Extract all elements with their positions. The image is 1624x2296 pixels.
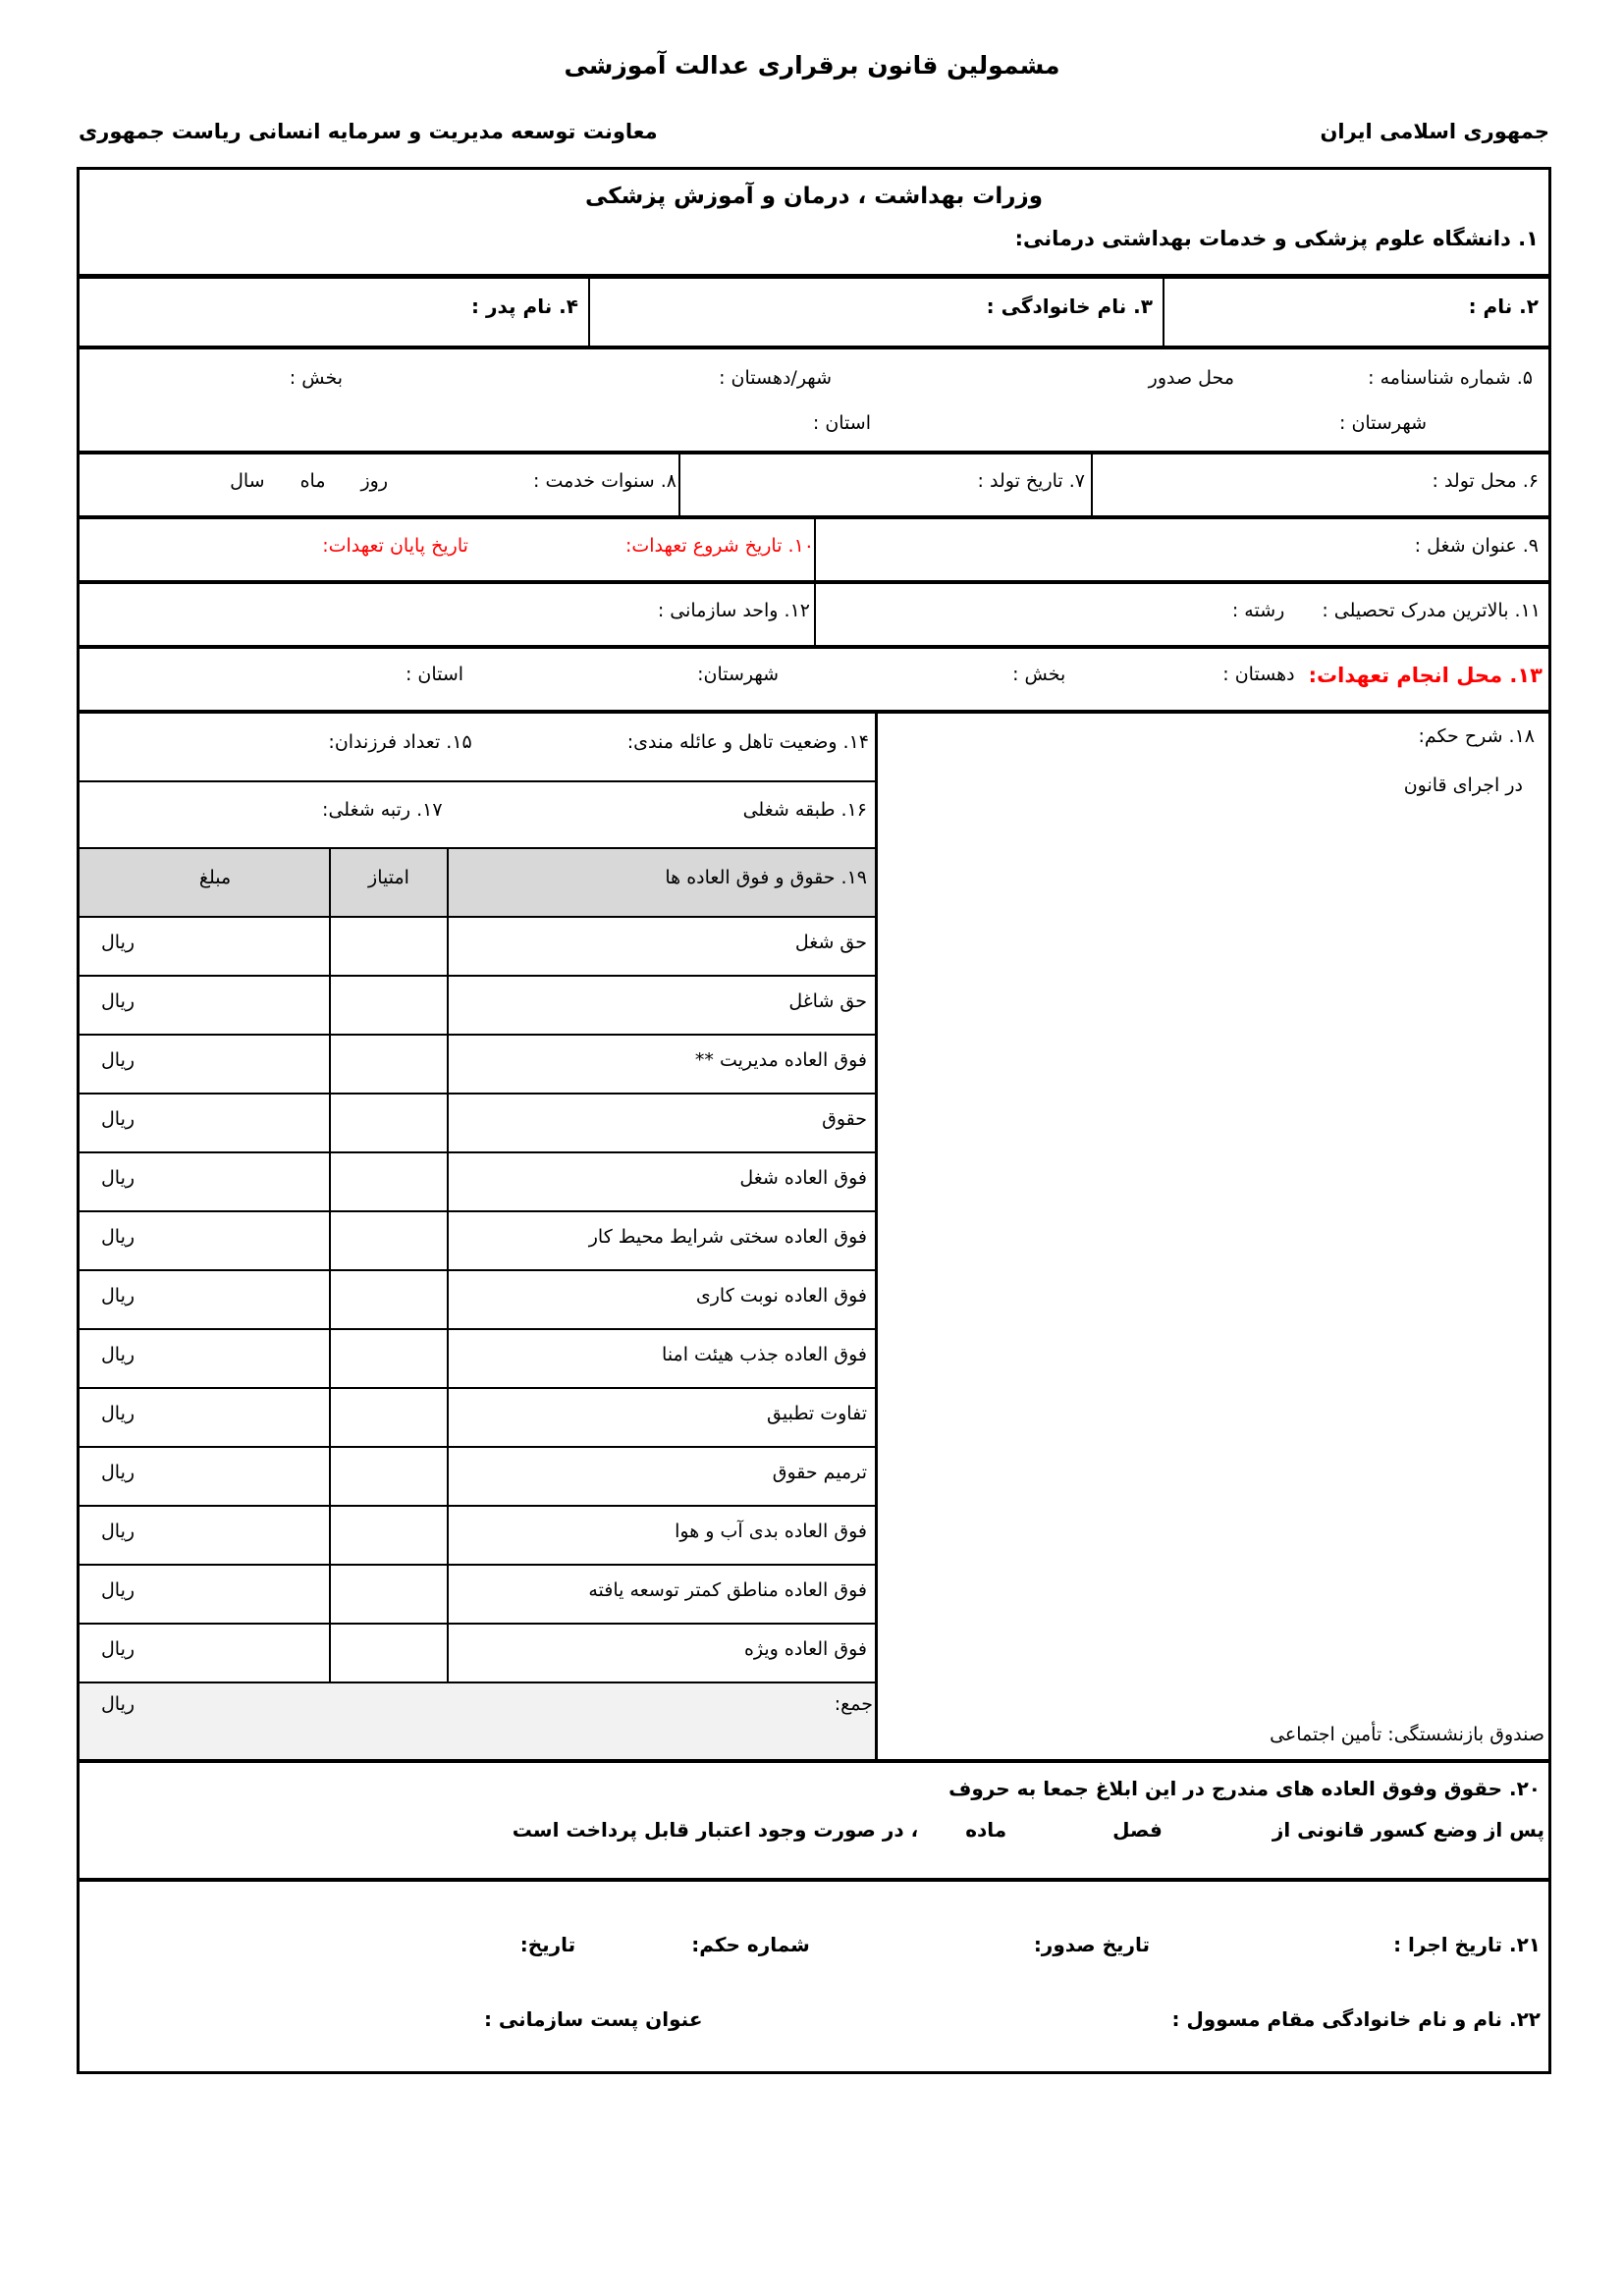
salary-title-header: ۱۹. حقوق و فوق العاده ها bbox=[447, 849, 875, 916]
commitment-place-label: ۱۳. محل انجام تعهدات: bbox=[1308, 664, 1543, 687]
decree-label: ۱۸. شرح حکم: bbox=[1418, 725, 1535, 747]
score-cell bbox=[329, 1095, 447, 1151]
sum-in-words-section bbox=[80, 1763, 1548, 1882]
score-cell bbox=[329, 1566, 447, 1623]
currency-label: ریال bbox=[101, 1344, 135, 1365]
middle-section bbox=[80, 714, 1548, 1763]
salary-row-label: حقوق bbox=[447, 1095, 875, 1151]
left-column bbox=[80, 714, 875, 1759]
currency-label: ریال bbox=[101, 1579, 135, 1601]
deduction-label: پس از وضع کسور قانونی از bbox=[1272, 1818, 1544, 1842]
issue-place-label: محل صدور bbox=[1148, 367, 1234, 389]
deduction-line bbox=[80, 1800, 1548, 1842]
currency-label: ریال bbox=[101, 1108, 135, 1130]
major-label: رشته : bbox=[1231, 600, 1285, 621]
currency-label: ریال bbox=[101, 932, 135, 953]
official-row bbox=[80, 1956, 1548, 2031]
currency-label: ریال bbox=[101, 1285, 135, 1307]
score-cell bbox=[329, 1330, 447, 1387]
county-label: شهرستان : bbox=[1339, 412, 1427, 434]
score-cell bbox=[329, 1389, 447, 1446]
name-row bbox=[80, 279, 1548, 349]
official-name-label: ۲۲. نام و نام خانوادگی مقام مسوول : bbox=[1171, 2007, 1541, 2031]
ministry-header bbox=[80, 170, 1548, 279]
exec-date-label: ۲۱. تاریخ اجرا : bbox=[1393, 1933, 1541, 1956]
currency-label: ریال bbox=[101, 1049, 135, 1071]
currency-label: ریال bbox=[101, 1638, 135, 1660]
amount-cell bbox=[80, 1566, 329, 1623]
amount-cell bbox=[80, 1625, 329, 1682]
amount-cell bbox=[80, 1448, 329, 1505]
masthead-right-text: جمهوری اسلامی ایران bbox=[1320, 120, 1549, 143]
currency-label: ریال bbox=[101, 990, 135, 1012]
amount-cell bbox=[80, 1389, 329, 1446]
city-village-label: شهر/دهستان : bbox=[719, 367, 832, 389]
birth-place-cell bbox=[1091, 454, 1548, 515]
county13-label: شهرستان: bbox=[697, 664, 780, 685]
job-title-label: ۹. عنوان شغل : bbox=[1414, 535, 1539, 557]
amount-cell bbox=[80, 1271, 329, 1328]
masthead-left-text: معاونت توسعه مدیریت و سرمایه انسانی ریاست جمهوری bbox=[79, 120, 658, 143]
salary-row-label: فوق العاده بدی آب و هوا bbox=[447, 1507, 875, 1564]
name-cell bbox=[1163, 279, 1548, 346]
commitment-start-label: ۱۰. تاریخ شروع تعهدات: bbox=[624, 535, 814, 557]
ministry-name: وزرات بهداشت ، درمان و آموزش پزشکی bbox=[584, 184, 1044, 209]
org-post-label: عنوان پست سازمانی : bbox=[483, 2007, 703, 2031]
amount-cell bbox=[80, 977, 329, 1034]
sum-in-words-label: ۲۰. حقوق وفوق العاده های مندرج در این ابلاغ جمعا به حروف bbox=[948, 1777, 1541, 1800]
currency-label: ریال bbox=[101, 1403, 135, 1424]
org-unit-cell bbox=[80, 584, 814, 645]
job-class-label: ۱۶. طبقه شغلی bbox=[742, 799, 867, 821]
birth-date-label: ۷. تاریخ تولد : bbox=[977, 470, 1085, 492]
salary-row bbox=[80, 1448, 875, 1507]
id-number-label: ۵. شماره شناسنامه : bbox=[1368, 367, 1533, 389]
salary-row-label: فوق العاده مدیریت ** bbox=[447, 1036, 875, 1093]
page-title: مشمولین قانون برقراری عدالت آموزشی bbox=[564, 51, 1060, 80]
score-cell bbox=[329, 1448, 447, 1505]
children-count-label: ۱۵. تعداد فرزندان: bbox=[328, 731, 472, 753]
village-label: دهستان : bbox=[1222, 664, 1295, 685]
family-name-cell bbox=[588, 279, 1163, 346]
amount-cell bbox=[80, 1212, 329, 1269]
form-box bbox=[77, 167, 1551, 2074]
salary-row-label: تفاوت تطبیق bbox=[447, 1389, 875, 1446]
name-label: ۲. نام : bbox=[1468, 294, 1539, 318]
job-row bbox=[80, 519, 1548, 584]
decree-blank-area bbox=[878, 796, 1548, 1724]
marital-row bbox=[80, 714, 875, 782]
currency-label: ریال bbox=[101, 1167, 135, 1189]
amount-cell bbox=[80, 1507, 329, 1564]
issue-date-label: تاریخ صدور: bbox=[1033, 1933, 1151, 1956]
score-cell bbox=[329, 1507, 447, 1564]
salary-row bbox=[80, 1095, 875, 1153]
pension-fund-label: صندوق بازنشستگی: تأمین اجتماعی bbox=[1270, 1724, 1544, 1745]
score-cell bbox=[329, 1153, 447, 1210]
salary-row-label: فوق العاده شغل bbox=[447, 1153, 875, 1210]
university-label: ۱. دانشگاه علوم پزشکی و خدمات بهداشتی درمانی: bbox=[1014, 227, 1539, 250]
district-label: بخش : bbox=[289, 367, 343, 389]
score-cell bbox=[329, 1625, 447, 1682]
salary-row-label: فوق العاده مناطق کمتر توسعه یافته bbox=[447, 1566, 875, 1623]
commitment-end-label: تاریخ پایان تعهدات: bbox=[322, 535, 468, 557]
currency-label: ریال bbox=[101, 1226, 135, 1248]
degree-label: ۱۱. بالاترین مدرک تحصیلی : bbox=[1322, 600, 1541, 621]
marital-label: ۱۴. وضعیت تاهل و عائله مندی: bbox=[626, 731, 869, 753]
score-cell bbox=[329, 1212, 447, 1269]
salary-row bbox=[80, 1212, 875, 1271]
amount-cell bbox=[80, 1330, 329, 1387]
amount-cell bbox=[80, 918, 329, 975]
org-unit-label: ۱۲. واحد سازمانی : bbox=[657, 600, 810, 621]
amount-header: مبلغ bbox=[198, 867, 232, 888]
salary-row-label: حق شغل bbox=[447, 918, 875, 975]
salary-row bbox=[80, 1566, 875, 1625]
salary-total-row bbox=[80, 1683, 875, 1759]
salary-row bbox=[80, 977, 875, 1036]
service-years-label: ۸. سنوات خدمت : bbox=[533, 470, 677, 492]
payable-label: ، در صورت وجود اعتبار قابل پرداخت است bbox=[512, 1818, 919, 1842]
salary-table-header bbox=[80, 849, 875, 918]
commitment-place-row bbox=[80, 649, 1548, 714]
article-label: ماده bbox=[965, 1818, 1007, 1842]
month-label: ماه bbox=[299, 470, 326, 492]
score-header: امتیاز bbox=[329, 849, 447, 916]
day-label: روز bbox=[360, 470, 389, 492]
amount-cell bbox=[80, 1095, 329, 1151]
birth-date-cell bbox=[678, 454, 1091, 515]
province-label: استان : bbox=[812, 412, 871, 434]
salary-row bbox=[80, 1389, 875, 1448]
decree-number-label: شماره حکم: bbox=[691, 1933, 810, 1956]
salary-row-label: ترمیم حقوق bbox=[447, 1448, 875, 1505]
salary-row-label: فوق العاده جذب هیئت امنا bbox=[447, 1330, 875, 1387]
dates-row bbox=[80, 1882, 1548, 1956]
id-card-row bbox=[80, 349, 1548, 454]
decree-line: در اجرای قانون bbox=[1403, 774, 1523, 796]
chapter-label: فصل bbox=[1112, 1818, 1163, 1842]
masthead bbox=[79, 120, 1549, 143]
salary-row-label: فوق العاده نوبت کاری bbox=[447, 1271, 875, 1328]
job-rank-label: ۱۷. رتبه شغلی: bbox=[322, 799, 443, 821]
year-label: سال bbox=[230, 470, 265, 492]
birth-row bbox=[80, 454, 1548, 519]
currency-label: ریال bbox=[101, 1462, 135, 1483]
salary-row bbox=[80, 1036, 875, 1095]
total-label: جمع: bbox=[834, 1693, 873, 1715]
currency-label: ریال bbox=[101, 1521, 135, 1542]
degree-row bbox=[80, 584, 1548, 649]
salary-row-label: حق شاغل bbox=[447, 977, 875, 1034]
amount-cell bbox=[80, 1036, 329, 1093]
salary-row bbox=[80, 1625, 875, 1683]
salary-row bbox=[80, 1330, 875, 1389]
currency-label: ریال bbox=[101, 1693, 135, 1715]
score-cell bbox=[329, 1036, 447, 1093]
father-name-cell bbox=[80, 279, 588, 346]
commitment-dates-cell bbox=[80, 519, 814, 580]
signature-section bbox=[80, 1882, 1548, 2071]
salary-row-label: فوق العاده سختی شرایط محیط کار bbox=[447, 1212, 875, 1269]
job-title-cell bbox=[814, 519, 1548, 580]
salary-row bbox=[80, 1153, 875, 1212]
family-name-label: ۳. نام خانوادگی : bbox=[986, 294, 1153, 318]
salary-row-label: فوق العاده ویژه bbox=[447, 1625, 875, 1682]
province13-label: استان : bbox=[405, 664, 464, 685]
date-label: تاریخ: bbox=[519, 1933, 576, 1956]
score-cell bbox=[329, 977, 447, 1034]
service-years-cell bbox=[80, 454, 678, 515]
district13-label: بخش : bbox=[1012, 664, 1066, 685]
salary-table bbox=[80, 849, 875, 1759]
amount-cell bbox=[80, 1153, 329, 1210]
job-class-row bbox=[80, 782, 875, 849]
salary-row bbox=[80, 1507, 875, 1566]
salary-row bbox=[80, 918, 875, 977]
decree-column bbox=[875, 714, 1548, 1759]
score-cell bbox=[329, 1271, 447, 1328]
score-cell bbox=[329, 918, 447, 975]
salary-row bbox=[80, 1271, 875, 1330]
father-name-label: ۴. نام پدر : bbox=[471, 294, 578, 318]
birth-place-label: ۶. محل تولد : bbox=[1432, 470, 1539, 492]
degree-cell bbox=[814, 584, 1548, 645]
